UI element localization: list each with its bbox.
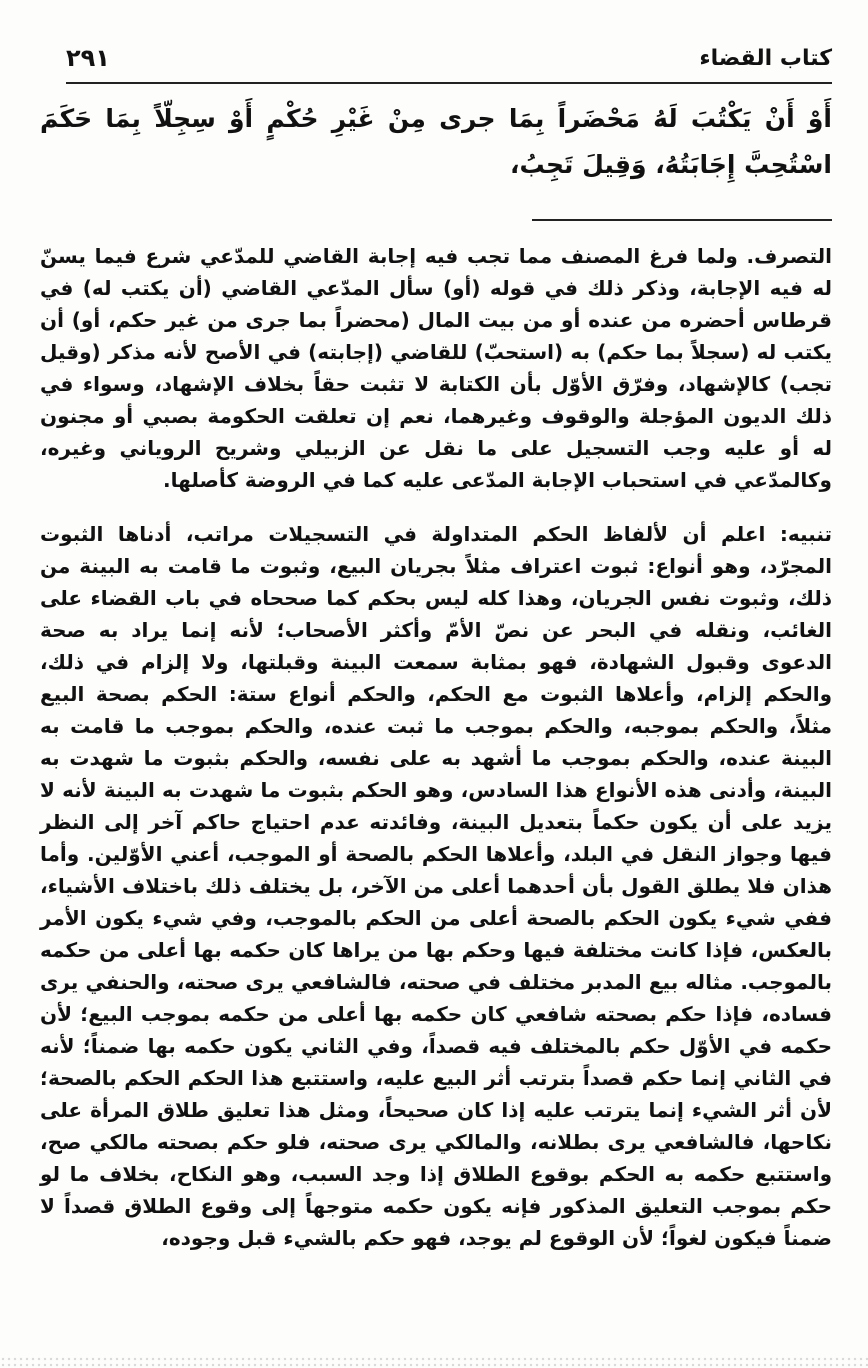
page-number: ٢٩١ <box>66 44 110 72</box>
chapter-title: كتاب القضاء <box>699 46 832 71</box>
main-text: أَوْ أَنْ يَكْتُبَ لَهُ مَحْضَراً بِمَا جرى مِنْ غَيْرِ حُكْمٍ أَوْ سِجِلّاً بِمَا حَكَمَ اسْتُحِبَّ إِجَابَتُهُ، وَقِيلَ تَجِبُ، <box>40 104 832 179</box>
commentary-paragraph-2: تنبيه: اعلم أن لألفاظ الحكم المتداولة في التسجيلات مراتب، أدناها الثبوت المجرّد، وهو أنواع: ثبوت اعتراف مثلاً بجريان البيع، وثبوت ما قامت به البينة من ذلك، وثبوت نفس الجريان، وهذا كله ليس بحكم كما صححاه في باب القضاء على الغائب، ونقله في البحر عن نصّ الأمّ وأكثر الأصحاب؛ لأنه إنما يراد به صحة الدعوى وقبول الشهادة، فهو بمثابة سمعت البينة وقبلتها، ولا إلزام في ذلك، والحكم إلزام، وأعلاها الثبوت مع الحكم، والحكم أنواع ستة: الحكم بصحة البيع مثلاً، والحكم بموجبه، والحكم بموجب ما ثبت عنده، والحكم بموجب ما قامت به البينة عنده، والحكم بموجب ما أشهد به على نفسه، والحكم بثبوت ما شهدت به البينة، وأدنى هذه الأنواع هذا السادس، وهو الحكم بثبوت ما شهدت به البينة لأنه لا يزيد على أن يكون حكماً بتعديل البينة، وفائدته عدم احتياج حاكم آخر إلى النظر فيها وجواز النقل في البلد، وأعلاها الحكم بالصحة أو الموجب، أعني الأوّلين. وأما هذان فلا يطلق القول بأن أحدهما أعلى من الآخر، بل يختلف ذلك باختلاف الأشياء، ففي شيء يكون الحكم بالصحة أعلى من الحكم بالموجب، وفي شيء يكون الأمر بالعكس، فإذا كانت مختلفة فيها وحكم بها من يراها كان حكمه بها أعلى من حكمه بالموجب. مثاله بيع المدبر مختلف في صحته، فالشافعي يرى صحته، والحنفي يرى فساده، فإذا حكم بصحته شافعي كان حكمه بها أعلى من حكمه بموجب البيع؛ لأن حكمه في الأوّل حكم بالمختلف فيه قصداً، وفي الثاني يكون حكمه بها ضمناً؛ لأنه في الثاني إنما حكم قصداً بترتب أثر البيع عليه، واستتبع هذا الحكم الحكم بالصحة؛ لأن أثر الشيء إنما يترتب عليه إذا كان صحيحاً، ومثل هذا تعليق طلاق المرأة على نكاحها، فالشافعي يرى بطلانه، والمالكي يرى صحته، فلو حكم بصحته مالكي صح، واستتبع حكمه به الحكم بوقوع الطلاق إذا وجد السبب، وهو النكاح، بخلاف ما لو حكم بموجب التعليق المذكور فإنه يكون حكمه متوجهاً إلى وقوع الطلاق قصداً لا ضمناً فيكون لغواً؛ لأن الوقوع لم يوجد، فهو حكم بالشيء قبل وجوده، <box>40 522 832 1250</box>
footnote-separator <box>532 219 832 221</box>
page-header <box>66 40 832 84</box>
header-divider <box>66 82 832 84</box>
commentary-paragraph-1: التصرف. ولما فرغ المصنف مما تجب فيه إجابة القاضي للمدّعي شرع فيما يسنّ له فيه الإجابة، وذكر ذلك في قوله (أو) سأل المدّعي القاضي (أن يكتب له) في قرطاس أحضره من عنده أو من بيت المال (محضراً بما جرى من غير حكم، أو) أن يكتب له (سجلاً بما حكم) به (استحبّ) للقاضي (إجابته) في الأصح لأنه مذكر (وقيل تجب) كالإشهاد، وفرّق الأوّل بأن الكتابة لا تثبت حقاً بخلاف الإشهاد، وسواء في ذلك الديون المؤجلة والوقوف وغيرهما، نعم إن تعلقت الحكومة بصبي أو مجنون له أو عليه وجب التسجيل على ما نقل عن الزبيلي وشريح الروياني وغيره، وكالمدّعي في استحباب الإجابة المدّعى عليه كما في الروضة كأصلها. <box>40 244 832 492</box>
scan-noise-strip <box>0 1356 868 1368</box>
